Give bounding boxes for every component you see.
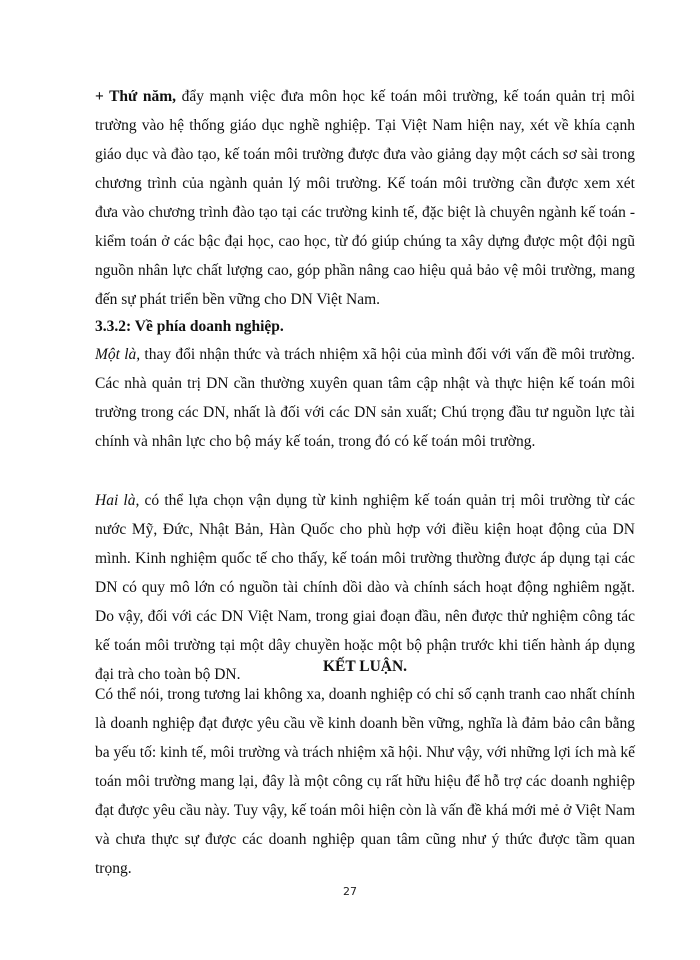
conclusion-title: KẾT LUẬN.: [322, 658, 408, 675]
paragraph-hai-la-body: có thể lựa chọn vận dụng từ kinh nghiệm kế toán quản trị môi trường từ các nước Mỹ, Đức, Nhật Bản, Hàn Quốc cho phù hợp với điều kiện hoạt động của DN mình. Kinh nghiệm quốc tế cho thấy, kế toán môi trường thường được áp dụng tại các DN có quy mô lớn có nguồn tài chính dồi dào và chính sách hoạt động nghiêm ngặt. Do vậy, đối với các DN Việt Nam, trong giai đoạn đầu, nên được thử nghiệm công tác kế toán môi trường tại một dây chuyền hoặc một bộ phận trước khi tiến hành áp dụng đại trà cho toàn bộ DN.: [95, 492, 635, 683]
paragraph-mot-la-body: thay đổi nhận thức và trách nhiệm xã hội của mình đối với vấn đề môi trường. Các nhà quản trị DN cần thường xuyên quan tâm cập nhật và thực hiện kế toán môi trường trong các DN, nhất là đối với các DN sản xuất; Chú trọng đầu tư nguồn lực tài chính và nhân lực cho bộ máy kế toán, trong đó có kế toán môi trường.: [95, 346, 635, 450]
section-5-paragraph: [95, 82, 635, 314]
section-5-prefix: +: [95, 88, 110, 105]
section-5-lead-text: Thứ năm,: [109, 88, 177, 105]
paragraph-hai-la-lead: Hai là,: [95, 492, 140, 509]
paragraph-mot-la-lead: Một là,: [95, 346, 141, 363]
section-heading-332: 3.3.2: Về phía doanh nghiệp.: [95, 318, 284, 335]
conclusion-paragraph: Có thể nói, trong tương lai không xa, doanh nghiệp có chỉ số cạnh tranh cao nhất chính là doanh nghiệp đạt được yêu cầu về kinh doanh bền vững, nghĩa là đảm bảo cân bằng ba yếu tố: kinh tế, môi trường và trách nhiệm xã hội. Như vậy, với những lợi ích mà kế toán môi trường mang lại, đây là một công cụ rất hữu hiệu để hỗ trợ các doanh nghiệp đạt được yêu cầu này. Tuy vậy, kế toán môi hiện còn là vấn đề khá mới mẻ ở Việt Nam và chưa thực sự được các doanh nghiệp quan tâm cũng như ý thức được tầm quan trọng.: [95, 686, 635, 877]
section-5-body: đẩy mạnh việc đưa môn học kế toán môi trường, kế toán quản trị môi trường vào hệ thống giáo dục nghề nghiệp. Tại Việt Nam hiện nay, xét về khía cạnh giáo dục và đào tạo, kế toán môi trường được đưa vào giảng dạy một cách sơ sài trong chương trình của ngành quản lý môi trường. Kế toán môi trường cần được xem xét đưa vào chương trình đào tạo tại các trường kinh tế, đặc biệt là chuyên ngành kế toán - kiểm toán ở các bậc đại học, cao học, từ đó giúp chúng ta xây dựng được một đội ngũ nguồn nhân lực chất lượng cao, góp phần nâng cao hiệu quả bảo vệ môi trường, mang đến sự phát triển bền vững cho DN Việt Nam.: [95, 88, 635, 308]
paragraph-mot-la: [95, 340, 635, 456]
section-5-lead: [95, 88, 176, 105]
page-number: 27: [343, 885, 357, 898]
